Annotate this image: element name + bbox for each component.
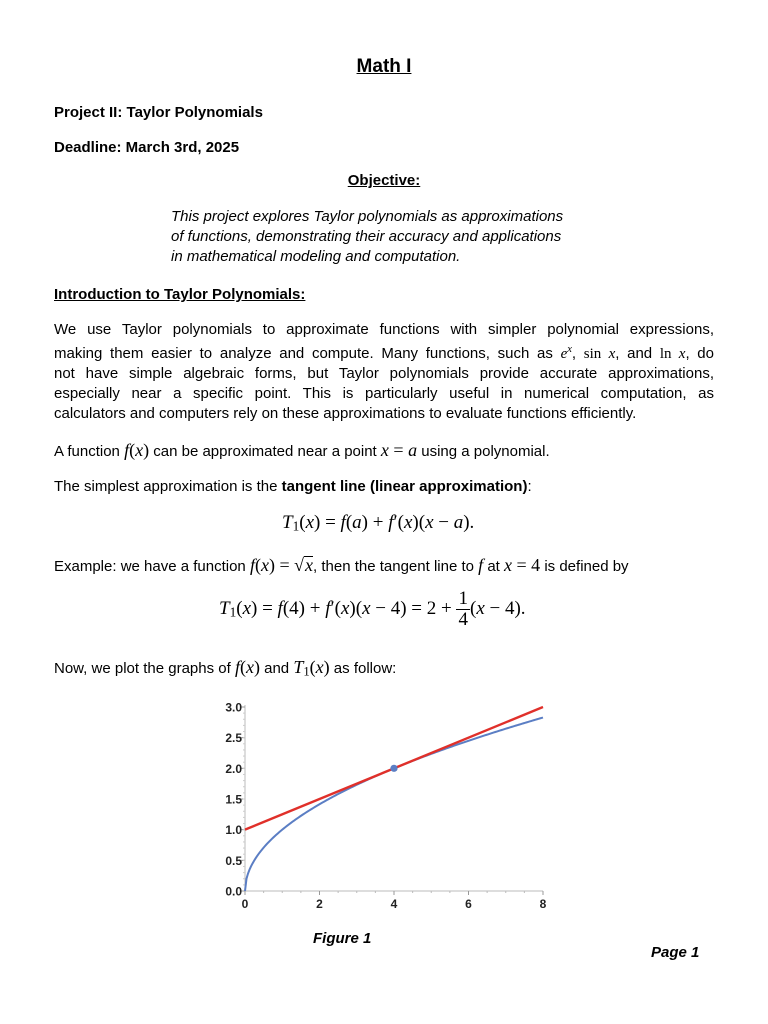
x-tick-label: 4 (390, 897, 398, 911)
sentence-text: Now, we plot the graphs of (54, 660, 235, 677)
math-sin: sin x (583, 346, 616, 362)
y-tick-label: 1.5 (225, 792, 242, 807)
intro-paragraph (54, 320, 714, 424)
x-tick-label: 2 (316, 897, 323, 911)
sentence-bold: tangent line (linear approximation) (281, 478, 528, 495)
sentence-text: A function (54, 443, 125, 460)
function-plot (210, 695, 560, 915)
math-fx: f(x) (234, 657, 260, 677)
math-x-eq-4: x = 4 (504, 555, 541, 575)
intro-line: not have simple algebraic forms, but Taylor polynomials provide accurate approximations, (54, 365, 714, 382)
x-tick-label: 6 (465, 897, 472, 911)
intro-line: making them easier to analyze and compute. Many functions, such as $e^x$, sin x, and ln x, do (54, 344, 714, 362)
objective-line: This project explores Taylor polynomials as approximations (171, 208, 564, 225)
plot-sentence (54, 657, 396, 680)
math-fx-sqrt: f(x) = √x (249, 555, 314, 575)
sentence-text: can be approximated near a point (149, 443, 381, 460)
intro-line: especially near a specific point. This is particularly useful in numerical computation, as (54, 385, 714, 402)
math-f: f (478, 555, 484, 575)
intro-line: We use Taylor polynomials to approximate functions with simpler polynomial expressions, (54, 321, 714, 338)
math-exp: $e^x$ (560, 344, 572, 362)
tangent-point (390, 765, 397, 772)
y-tick-label: 0.5 (225, 853, 242, 868)
y-tick-label: 2.5 (225, 731, 242, 746)
sentence-text: at (483, 558, 505, 575)
deadline: Deadline: March 3rd, 2025 (54, 139, 240, 156)
sentence-text: using a polynomial. (417, 443, 550, 460)
x-tick-label: 8 (539, 897, 547, 911)
sentence-text: : (527, 478, 532, 495)
sentence-text: The simplest approximation is the (54, 478, 282, 495)
approx-sentence (54, 440, 550, 461)
math-fx: f(x) (124, 440, 150, 460)
objective-line: of functions, demonstrating their accuracy and applications (171, 228, 562, 245)
intro-text: , do (685, 345, 714, 362)
project-title: Project II: Taylor Polynomials (54, 104, 263, 121)
fraction: $\frac{1}{4}$ (458, 588, 468, 630)
y-tick-label: 1.0 (225, 823, 242, 838)
math-x-eq-a: x = a (380, 440, 418, 460)
intro-text: making them easier to analyze and compute. Many functions, such as (54, 345, 561, 362)
example-sentence (54, 555, 629, 576)
example-formula: $T_1(x) = f(4) + f'(x)(x - 4) = 2$ + $\frac{1}{4}$ (x − 4). (219, 588, 526, 630)
sentence-text: is defined by (540, 558, 629, 575)
page-title: Math I (356, 56, 412, 77)
sentence-text: Example: we have a function (54, 558, 250, 575)
sentence-text: and (259, 660, 294, 677)
tangent-line-formula: $T_1(x) = f(a) + f'(x)(x - a)$. (282, 512, 475, 534)
intro-heading: Introduction to Taylor Polynomials: (54, 286, 306, 303)
y-tick-label: 0.0 (225, 884, 242, 899)
math-t1x: $T_1(x)$ (293, 657, 330, 679)
objective-heading: Objective: (347, 172, 421, 189)
objective-text (171, 207, 611, 267)
y-tick-label: 3.0 (225, 700, 242, 715)
intro-line: calculators and computers rely on these approximations to evaluate functions efficiently. (54, 405, 637, 422)
x-tick-label: 0 (241, 897, 249, 911)
simplest-sentence (54, 478, 532, 495)
sqrt-curve (245, 718, 543, 891)
objective-line: in mathematical modeling and computation. (171, 248, 461, 265)
intro-text: , and (615, 345, 660, 362)
sentence-text: , then the tangent line to (313, 558, 479, 575)
sentence-text: as follow: (329, 660, 397, 677)
math-ln: ln x (659, 346, 686, 362)
figure-caption: Figure 1 (313, 930, 372, 947)
page-number: Page 1 (651, 944, 700, 961)
y-tick-label: 2.0 (225, 761, 242, 776)
